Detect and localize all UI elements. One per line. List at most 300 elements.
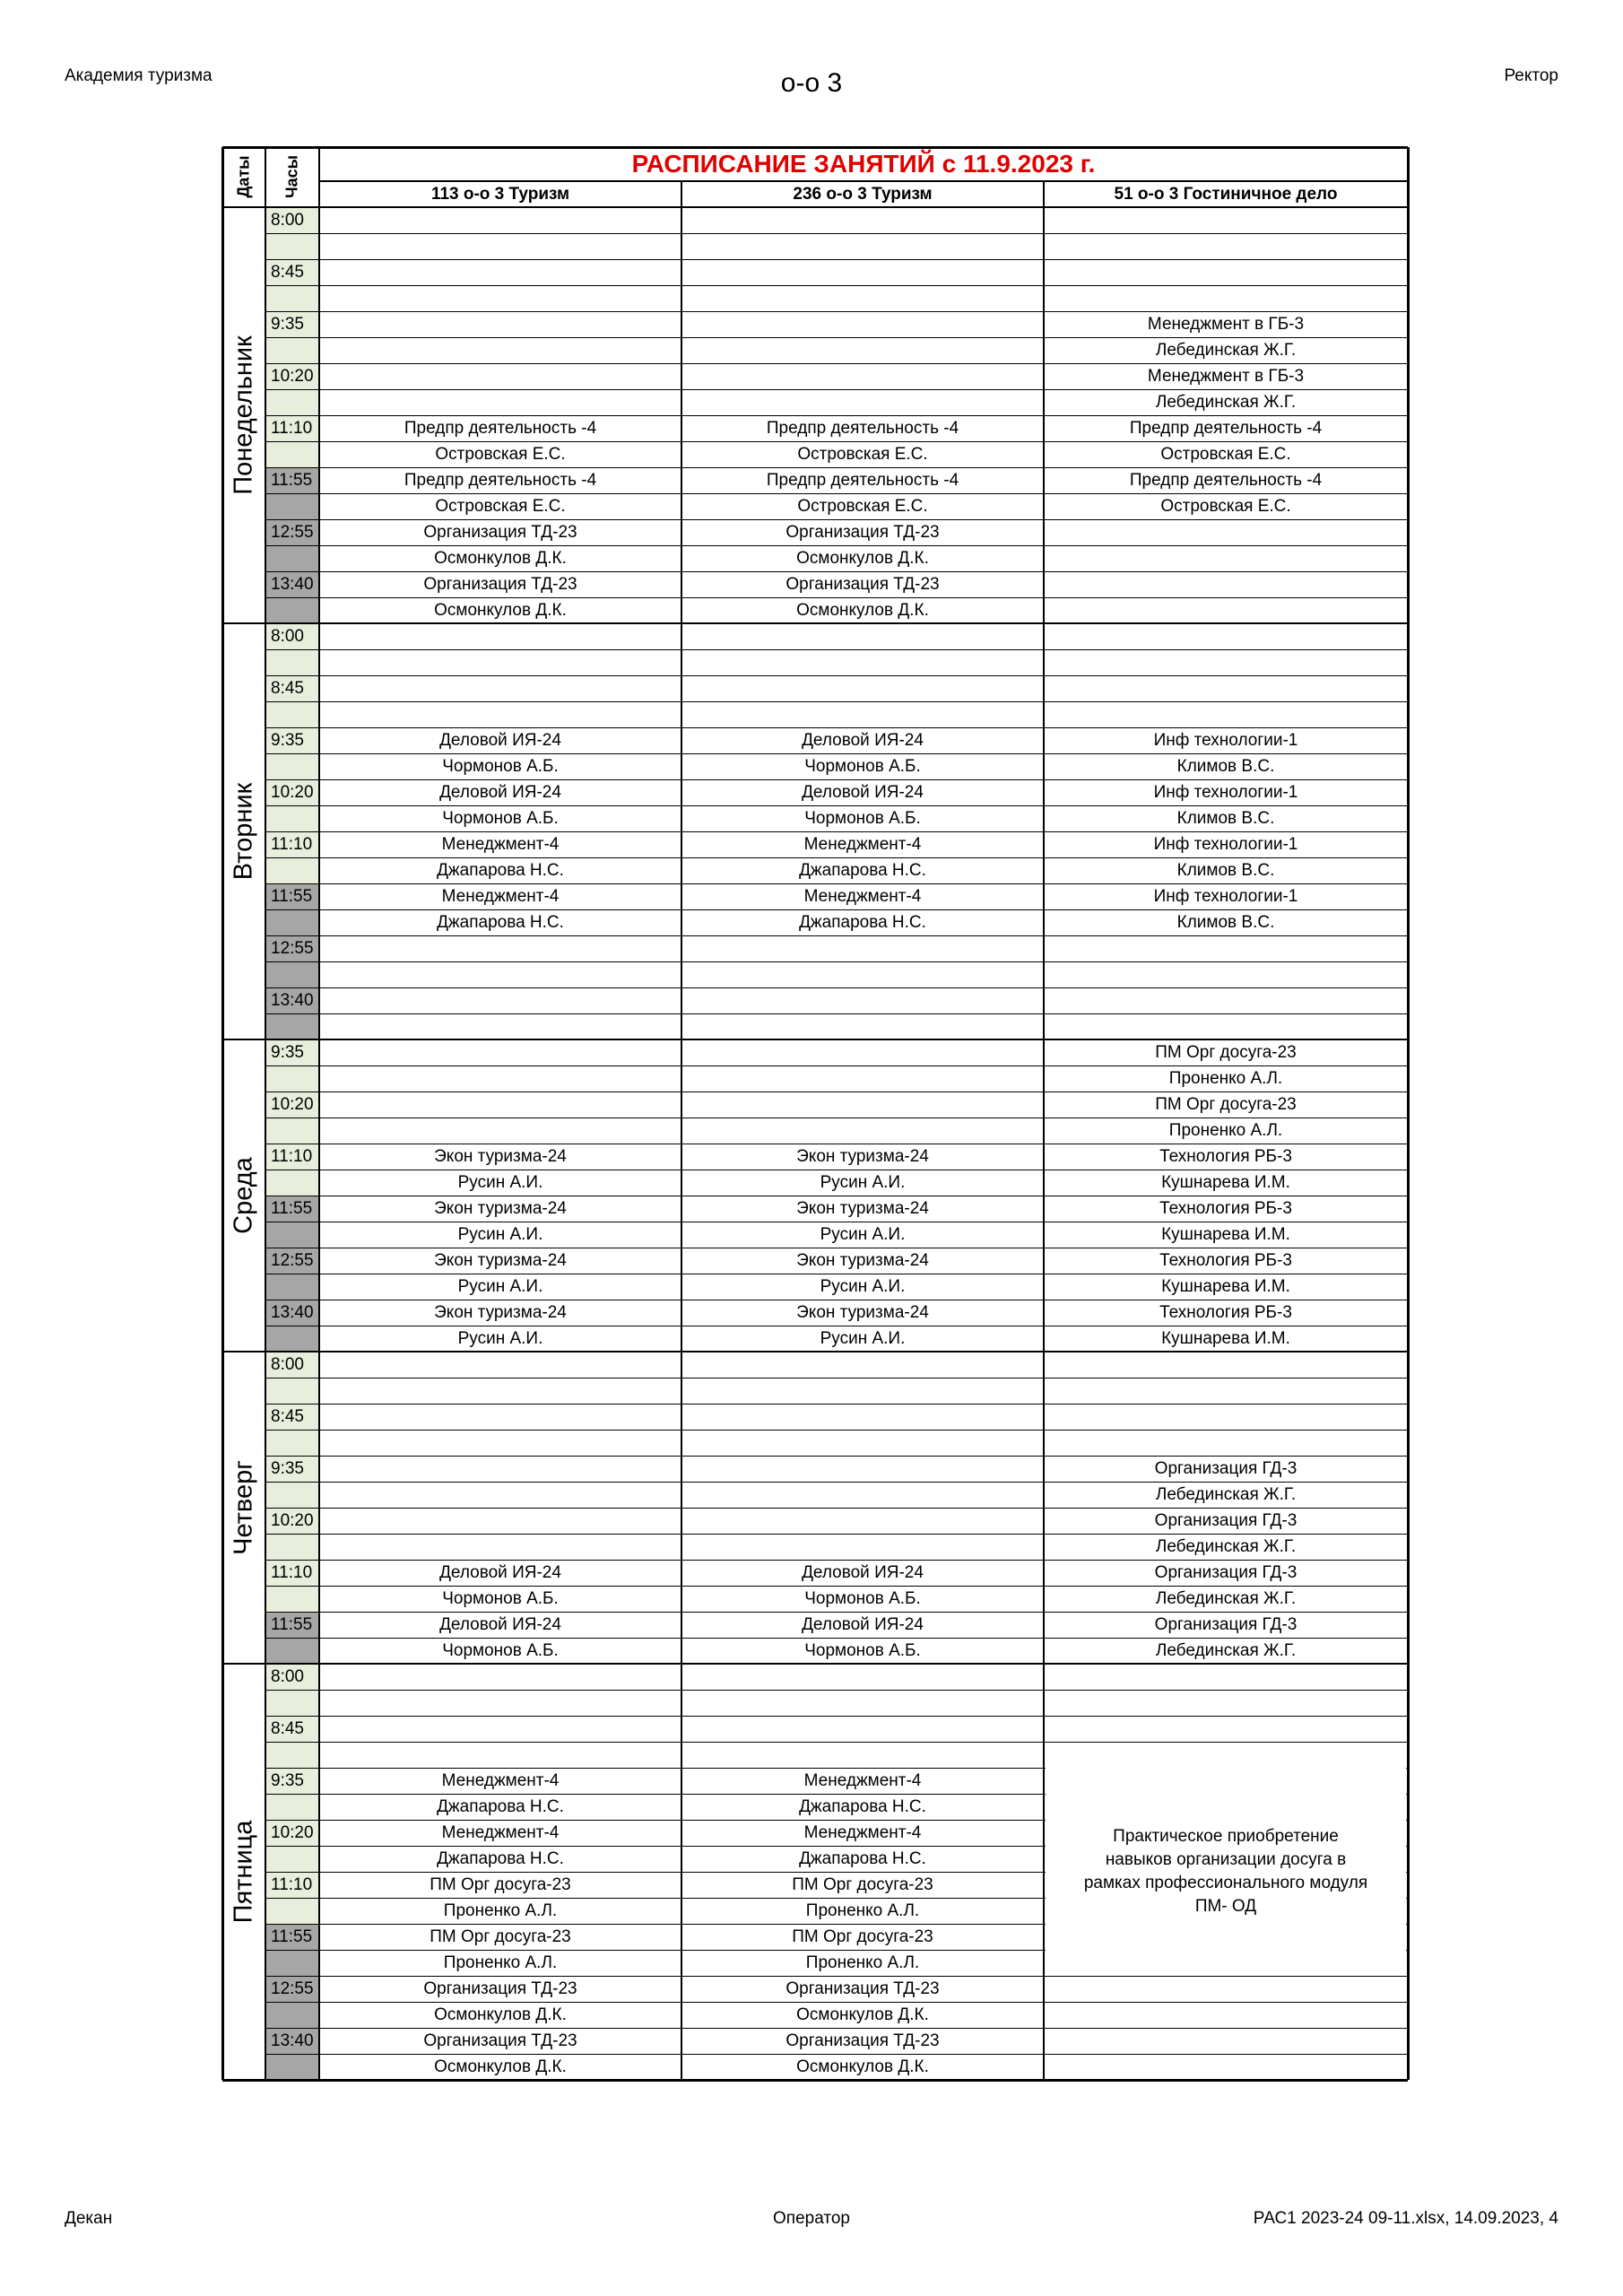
- schedule-cell: [1044, 597, 1408, 623]
- time-cell-spacer: [265, 337, 319, 363]
- schedule-cell: Чормонов А.Б.: [804, 809, 921, 828]
- schedule-cell: [1044, 1742, 1408, 1768]
- header-left: Академия туризма: [65, 66, 213, 85]
- grid-line: [265, 1690, 1408, 1691]
- schedule-cell: Технология РБ-3: [1159, 1147, 1292, 1166]
- schedule-cell: Менеджмент-4: [441, 1771, 560, 1790]
- time-cell-spacer: [265, 1586, 319, 1612]
- grid-line: [265, 1456, 1408, 1457]
- practice-note: [1046, 1767, 1406, 1976]
- time-cell-spacer: [265, 961, 319, 987]
- grid-line: [265, 779, 1408, 780]
- schedule-cell: [1044, 701, 1408, 727]
- time-cell: 11:55: [265, 1612, 319, 1638]
- time-cell: 13:40: [265, 1300, 319, 1326]
- schedule-cell: Предпр деятельность -4: [404, 419, 597, 438]
- schedule-cell: Чормонов А.Б.: [804, 1589, 921, 1608]
- schedule-cell: Деловой ИЯ-24: [439, 783, 561, 802]
- schedule-cell: [1044, 1430, 1408, 1456]
- schedule-cell: [681, 1534, 1044, 1560]
- schedule-cell: [1044, 1976, 1408, 2002]
- schedule-cell: [681, 1118, 1044, 1144]
- schedule-cell: [319, 1378, 681, 1404]
- schedule-cell: ПМ Орг досуга-23: [430, 1927, 571, 1946]
- time-cell: 12:55: [265, 935, 319, 961]
- time-cell: 8:45: [265, 675, 319, 701]
- table-title: РАСПИСАНИЕ ЗАНЯТИЙ с 11.9.2023 г.: [631, 150, 1096, 178]
- schedule-cell: Инф технологии-1: [1153, 731, 1298, 750]
- schedule-cell: [319, 1456, 681, 1482]
- schedule-cell: [319, 1430, 681, 1456]
- schedule-cell: Русин А.И.: [820, 1225, 906, 1244]
- grid-line: [265, 883, 1408, 884]
- schedule-cell: Предпр деятельность -4: [404, 471, 597, 490]
- schedule-cell: Экон туризма-24: [434, 1147, 567, 1166]
- schedule-cell: Чормонов А.Б.: [442, 809, 559, 828]
- schedule-cell: Джапарова Н.С.: [799, 1849, 926, 1868]
- time-cell-spacer: [265, 1898, 319, 1924]
- schedule-cell: Джапарова Н.С.: [437, 913, 564, 932]
- schedule-cell: [681, 1456, 1044, 1482]
- schedule-cell: Менеджмент в ГБ-3: [1147, 367, 1305, 386]
- schedule-cell: Осмонкулов Д.К.: [434, 2057, 567, 2076]
- grid-line: [265, 649, 1408, 650]
- grid-line: [319, 180, 1408, 182]
- schedule-cell: Менеджмент-4: [803, 1771, 922, 1790]
- schedule-cell: [319, 259, 681, 285]
- schedule-cell: [681, 1039, 1044, 1065]
- time-cell: 8:00: [265, 1352, 319, 1378]
- time-cell: 9:35: [265, 727, 319, 753]
- time-cell: 13:40: [265, 571, 319, 597]
- grid-line: [1407, 147, 1410, 2080]
- header-right: Ректор: [1504, 66, 1558, 85]
- time-cell: 8:45: [265, 1404, 319, 1430]
- grid-line: [222, 1663, 1408, 1665]
- schedule-cell: [319, 1091, 681, 1118]
- grid-line: [265, 545, 1408, 546]
- grid-line: [222, 2079, 1408, 2082]
- schedule-cell: [681, 987, 1044, 1013]
- schedule-cell: Джапарова Н.С.: [799, 1797, 926, 1816]
- schedule-cell: Джапарова Н.С.: [437, 1849, 564, 1868]
- time-cell: 11:10: [265, 415, 319, 441]
- schedule-cell: Осмонкулов Д.К.: [796, 601, 929, 620]
- schedule-cell: Чормонов А.Б.: [442, 1589, 559, 1608]
- schedule-cell: [1044, 571, 1408, 597]
- time-cell-spacer: [265, 597, 319, 623]
- schedule-cell: [319, 649, 681, 675]
- schedule-cell: Осмонкулов Д.К.: [796, 2057, 929, 2076]
- grid-line: [265, 467, 1408, 468]
- schedule-cell: Организация ГД-3: [1154, 1563, 1298, 1582]
- grid-line: [265, 909, 1408, 910]
- day-label: Понедельник: [229, 335, 258, 495]
- schedule-cell: Русин А.И.: [820, 1173, 906, 1192]
- schedule-cell: [681, 623, 1044, 649]
- schedule-cell: Экон туризма-24: [796, 1147, 929, 1166]
- time-cell: 12:55: [265, 1248, 319, 1274]
- grid-line: [318, 147, 320, 2080]
- time-cell: 8:00: [265, 623, 319, 649]
- schedule-cell: [319, 337, 681, 363]
- schedule-cell: [319, 363, 681, 389]
- grid-line: [265, 935, 1408, 936]
- schedule-cell: [1044, 2028, 1408, 2054]
- schedule-cell: [681, 1690, 1044, 1716]
- schedule-cell: [681, 1482, 1044, 1508]
- schedule-cell: [681, 935, 1044, 961]
- time-cell: 13:40: [265, 2028, 319, 2054]
- time-cell-spacer: [265, 441, 319, 467]
- grid-line: [1043, 181, 1045, 2080]
- grid-line: [265, 147, 266, 2080]
- schedule-cell: Экон туризма-24: [434, 1303, 567, 1322]
- schedule-cell: [1044, 285, 1408, 311]
- schedule-cell: Чормонов А.Б.: [804, 757, 921, 776]
- grid-line: [265, 1013, 1408, 1014]
- grid-line: [265, 2002, 1408, 2003]
- schedule-cell: [1044, 519, 1408, 545]
- schedule-cell: [319, 1039, 681, 1065]
- time-cell-spacer: [265, 545, 319, 571]
- time-cell-spacer: [265, 1950, 319, 1976]
- schedule-cell: Кушнарева И.М.: [1161, 1329, 1290, 1348]
- grid-line: [265, 1091, 1408, 1092]
- schedule-cell: [1044, 2002, 1408, 2028]
- grid-line: [265, 597, 1408, 598]
- time-cell-spacer: [265, 753, 319, 779]
- grid-line: [222, 206, 1408, 208]
- grid-line: [265, 441, 1408, 442]
- schedule-cell: [681, 1430, 1044, 1456]
- grid-line: [265, 389, 1408, 390]
- schedule-cell: [319, 233, 681, 259]
- schedule-cell: Русин А.И.: [457, 1173, 543, 1192]
- schedule-cell: Чормонов А.Б.: [442, 1641, 559, 1660]
- hours-header: Часы: [282, 154, 301, 199]
- schedule-cell: [319, 1013, 681, 1039]
- day-label: Четверг: [229, 1460, 258, 1555]
- schedule-cell: Русин А.И.: [457, 1277, 543, 1296]
- schedule-cell: Кушнарева И.М.: [1161, 1173, 1290, 1192]
- time-cell: 9:35: [265, 1456, 319, 1482]
- schedule-cell: Лебединская Ж.Г.: [1155, 1641, 1297, 1660]
- schedule-cell: [681, 1065, 1044, 1091]
- schedule-cell: [681, 961, 1044, 987]
- schedule-cell: Русин А.И.: [820, 1329, 906, 1348]
- schedule-cell: [319, 623, 681, 649]
- schedule-cell: Предпр деятельность -4: [766, 471, 959, 490]
- time-cell: 8:00: [265, 1664, 319, 1690]
- time-cell-spacer: [265, 1742, 319, 1768]
- schedule-cell: Деловой ИЯ-24: [802, 731, 924, 750]
- schedule-cell: [681, 1508, 1044, 1534]
- time-cell-spacer: [265, 1013, 319, 1039]
- schedule-cell: [681, 649, 1044, 675]
- time-cell-spacer: [265, 1794, 319, 1820]
- page-heading: о-о 3: [780, 68, 843, 98]
- schedule-cell: [681, 1664, 1044, 1690]
- schedule-cell: [319, 935, 681, 961]
- schedule-cell: [681, 363, 1044, 389]
- grid-line: [265, 727, 1408, 728]
- schedule-cell: Менеджмент в ГБ-3: [1147, 315, 1305, 334]
- time-cell: 8:45: [265, 1716, 319, 1742]
- grid-line: [265, 519, 1408, 520]
- grid-line: [265, 1638, 1408, 1639]
- schedule-cell: Предпр деятельность -4: [1129, 419, 1323, 438]
- time-cell: 8:45: [265, 259, 319, 285]
- group-header: 236 о-о 3 Туризм: [793, 185, 933, 204]
- grid-line: [265, 675, 1408, 676]
- schedule-cell: Чормонов А.Б.: [804, 1641, 921, 1660]
- time-cell: 12:55: [265, 519, 319, 545]
- schedule-cell: Инф технологии-1: [1153, 835, 1298, 854]
- time-cell: 10:20: [265, 1091, 319, 1118]
- schedule-cell: Русин А.И.: [457, 1225, 543, 1244]
- dates-header: Даты: [234, 155, 253, 198]
- grid-line: [265, 363, 1408, 364]
- grid-line: [265, 1742, 1408, 1743]
- schedule-cell: [319, 1404, 681, 1430]
- schedule-cell: Экон туризма-24: [796, 1199, 929, 1218]
- schedule-cell: Климов В.С.: [1176, 861, 1275, 880]
- schedule-cell: Менеджмент-4: [441, 887, 560, 906]
- schedule-cell: Технология РБ-3: [1159, 1199, 1292, 1218]
- group-header: 51 о-о 3 Гостиничное дело: [1114, 185, 1338, 204]
- time-cell-spacer: [265, 701, 319, 727]
- grid-line: [265, 2028, 1408, 2029]
- schedule-cell: Лебединская Ж.Г.: [1155, 1589, 1297, 1608]
- grid-line: [222, 622, 1408, 624]
- schedule-cell: Менеджмент-4: [441, 1823, 560, 1842]
- time-cell: 10:20: [265, 1820, 319, 1846]
- schedule-cell: Островская Е.С.: [435, 497, 566, 516]
- grid-line: [265, 1508, 1408, 1509]
- schedule-cell: ПМ Орг досуга-23: [1155, 1095, 1297, 1114]
- time-cell: 13:40: [265, 987, 319, 1013]
- grid-line: [265, 233, 1408, 234]
- schedule-cell: ПМ Орг досуга-23: [1155, 1043, 1297, 1062]
- schedule-cell: Организация ТД-23: [785, 2031, 940, 2050]
- footer-left: Декан: [65, 2209, 113, 2228]
- schedule-cell: Проненко А.Л.: [1168, 1069, 1283, 1088]
- schedule-cell: Деловой ИЯ-24: [802, 783, 924, 802]
- schedule-cell: Джапарова Н.С.: [437, 861, 564, 880]
- schedule-cell: Кушнарева И.М.: [1161, 1225, 1290, 1244]
- schedule-cell: [681, 1091, 1044, 1118]
- schedule-cell: Экон туризма-24: [434, 1199, 567, 1218]
- time-cell-spacer: [265, 493, 319, 519]
- schedule-cell: Деловой ИЯ-24: [439, 1615, 561, 1634]
- grid-line: [265, 1612, 1408, 1613]
- schedule-cell: [1044, 935, 1408, 961]
- grid-line: [265, 701, 1408, 702]
- schedule-cell: Лебединская Ж.Г.: [1155, 341, 1297, 360]
- schedule-cell: Проненко А.Л.: [1168, 1121, 1283, 1140]
- grid-line: [222, 1039, 1408, 1040]
- schedule-cell: [681, 285, 1044, 311]
- schedule-cell: [681, 1742, 1044, 1768]
- grid-line: [265, 961, 1408, 962]
- schedule-cell: [681, 233, 1044, 259]
- schedule-cell: Организация ТД-23: [423, 575, 577, 594]
- schedule-cell: Русин А.И.: [457, 1329, 543, 1348]
- grid-line: [265, 1065, 1408, 1066]
- schedule-cell: Деловой ИЯ-24: [439, 731, 561, 750]
- schedule-cell: Островская Е.С.: [797, 497, 928, 516]
- schedule-cell: [681, 337, 1044, 363]
- schedule-cell: Деловой ИЯ-24: [802, 1615, 924, 1634]
- practice-note-text: Практическое приобретение навыков организации досуга в рамках профессионального модуля ПМ- ОД: [1083, 1826, 1368, 1916]
- time-cell: 9:35: [265, 311, 319, 337]
- grid-line: [265, 285, 1408, 286]
- schedule-cell: [319, 207, 681, 233]
- time-cell: 10:20: [265, 363, 319, 389]
- schedule-cell: [319, 311, 681, 337]
- schedule-cell: Проненко А.Л.: [805, 1901, 920, 1920]
- schedule-cell: Осмонкулов Д.К.: [434, 2005, 567, 2024]
- schedule-cell: [681, 259, 1044, 285]
- schedule-cell: [1044, 233, 1408, 259]
- schedule-cell: [681, 1378, 1044, 1404]
- schedule-cell: Менеджмент-4: [803, 835, 922, 854]
- schedule-cell: Предпр деятельность -4: [766, 419, 959, 438]
- schedule-cell: ПМ Орг досуга-23: [792, 1875, 933, 1894]
- time-cell-spacer: [265, 1170, 319, 1196]
- schedule-cell: [319, 389, 681, 415]
- grid-line: [681, 181, 682, 2080]
- schedule-cell: Технология РБ-3: [1159, 1303, 1292, 1322]
- schedule-cell: Деловой ИЯ-24: [439, 1563, 561, 1582]
- time-cell: 10:20: [265, 1508, 319, 1534]
- day-label: Вторник: [229, 782, 258, 881]
- grid-line: [265, 571, 1408, 572]
- grid-line: [265, 311, 1408, 312]
- schedule-cell: [1044, 1352, 1408, 1378]
- schedule-cell: Лебединская Ж.Г.: [1155, 1485, 1297, 1504]
- schedule-cell: Менеджмент-4: [803, 1823, 922, 1842]
- schedule-cell: Климов В.С.: [1176, 809, 1275, 828]
- schedule-cell: Осмонкулов Д.К.: [434, 549, 567, 568]
- schedule-cell: [681, 1013, 1044, 1039]
- time-cell-spacer: [265, 1274, 319, 1300]
- schedule-cell: Островская Е.С.: [1160, 497, 1291, 516]
- schedule-cell: Организация ГД-3: [1154, 1615, 1298, 1634]
- time-cell-spacer: [265, 233, 319, 259]
- schedule-cell: Джапарова Н.С.: [437, 1797, 564, 1816]
- grid-line: [265, 415, 1408, 416]
- schedule-cell: [681, 1404, 1044, 1430]
- schedule-cell: [319, 1065, 681, 1091]
- schedule-cell: Проненко А.Л.: [805, 1953, 920, 1972]
- schedule-cell: Менеджмент-4: [441, 835, 560, 854]
- grid-line: [265, 1560, 1408, 1561]
- schedule-cell: [681, 1352, 1044, 1378]
- schedule-cell: [1044, 1690, 1408, 1716]
- time-cell: 11:10: [265, 1872, 319, 1898]
- schedule-cell: [319, 1352, 681, 1378]
- day-label: Пятница: [229, 1820, 258, 1924]
- time-cell-spacer: [265, 1846, 319, 1872]
- time-cell-spacer: [265, 1222, 319, 1248]
- grid-line: [265, 1482, 1408, 1483]
- grid-line: [221, 147, 224, 2080]
- schedule-cell: [681, 389, 1044, 415]
- schedule-cell: Организация ТД-23: [785, 523, 940, 542]
- schedule-cell: [319, 1118, 681, 1144]
- schedule-cell: Экон туризма-24: [796, 1303, 929, 1322]
- time-cell: 12:55: [265, 1976, 319, 2002]
- footer-right: РАС1 2023-24 09-11.xlsx, 14.09.2023, 4: [1253, 2209, 1558, 2228]
- time-cell-spacer: [265, 285, 319, 311]
- grid-line: [265, 805, 1408, 806]
- schedule-cell: Климов В.С.: [1176, 757, 1275, 776]
- schedule-cell: [319, 675, 681, 701]
- schedule-cell: Проненко А.Л.: [443, 1953, 558, 1972]
- schedule-cell: Организация ГД-3: [1154, 1459, 1298, 1478]
- time-cell-spacer: [265, 649, 319, 675]
- time-cell-spacer: [265, 857, 319, 883]
- schedule-cell: [1044, 1716, 1408, 1742]
- schedule-cell: Организация ГД-3: [1154, 1511, 1298, 1530]
- schedule-cell: [681, 1716, 1044, 1742]
- schedule-cell: [1044, 1404, 1408, 1430]
- schedule-cell: Осмонкулов Д.К.: [796, 549, 929, 568]
- schedule-table: [222, 147, 1408, 2090]
- time-cell: 10:20: [265, 779, 319, 805]
- time-cell-spacer: [265, 1326, 319, 1352]
- schedule-cell: Островская Е.С.: [435, 445, 566, 464]
- time-cell-spacer: [265, 1065, 319, 1091]
- schedule-cell: Организация ТД-23: [423, 1979, 577, 1998]
- schedule-cell: Технология РБ-3: [1159, 1251, 1292, 1270]
- schedule-cell: [1044, 623, 1408, 649]
- schedule-cell: [319, 1508, 681, 1534]
- grid-line: [265, 493, 1408, 494]
- time-cell: 8:00: [265, 207, 319, 233]
- footer-center: Оператор: [773, 2209, 850, 2228]
- schedule-cell: Джапарова Н.С.: [799, 861, 926, 880]
- schedule-cell: Экон туризма-24: [434, 1251, 567, 1270]
- grid-line: [265, 259, 1408, 260]
- schedule-cell: Проненко А.Л.: [443, 1901, 558, 1920]
- schedule-cell: Экон туризма-24: [796, 1251, 929, 1270]
- grid-line: [265, 1716, 1408, 1717]
- day-label: Среда: [229, 1157, 258, 1234]
- time-cell-spacer: [265, 389, 319, 415]
- time-cell-spacer: [265, 1430, 319, 1456]
- time-cell-spacer: [265, 2054, 319, 2080]
- schedule-cell: [319, 285, 681, 311]
- time-cell: 11:55: [265, 1924, 319, 1950]
- schedule-cell: ПМ Орг досуга-23: [792, 1927, 933, 1946]
- schedule-cell: Климов В.С.: [1176, 913, 1275, 932]
- schedule-cell: [1044, 259, 1408, 285]
- schedule-cell: [681, 675, 1044, 701]
- schedule-cell: [1044, 545, 1408, 571]
- time-cell: 11:55: [265, 467, 319, 493]
- schedule-cell: Инф технологии-1: [1153, 783, 1298, 802]
- grid-line: [265, 1534, 1408, 1535]
- schedule-cell: [1044, 649, 1408, 675]
- schedule-cell: [319, 987, 681, 1013]
- schedule-cell: [1044, 961, 1408, 987]
- schedule-cell: [319, 1690, 681, 1716]
- schedule-cell: ПМ Орг досуга-23: [430, 1875, 571, 1894]
- grid-line: [265, 831, 1408, 832]
